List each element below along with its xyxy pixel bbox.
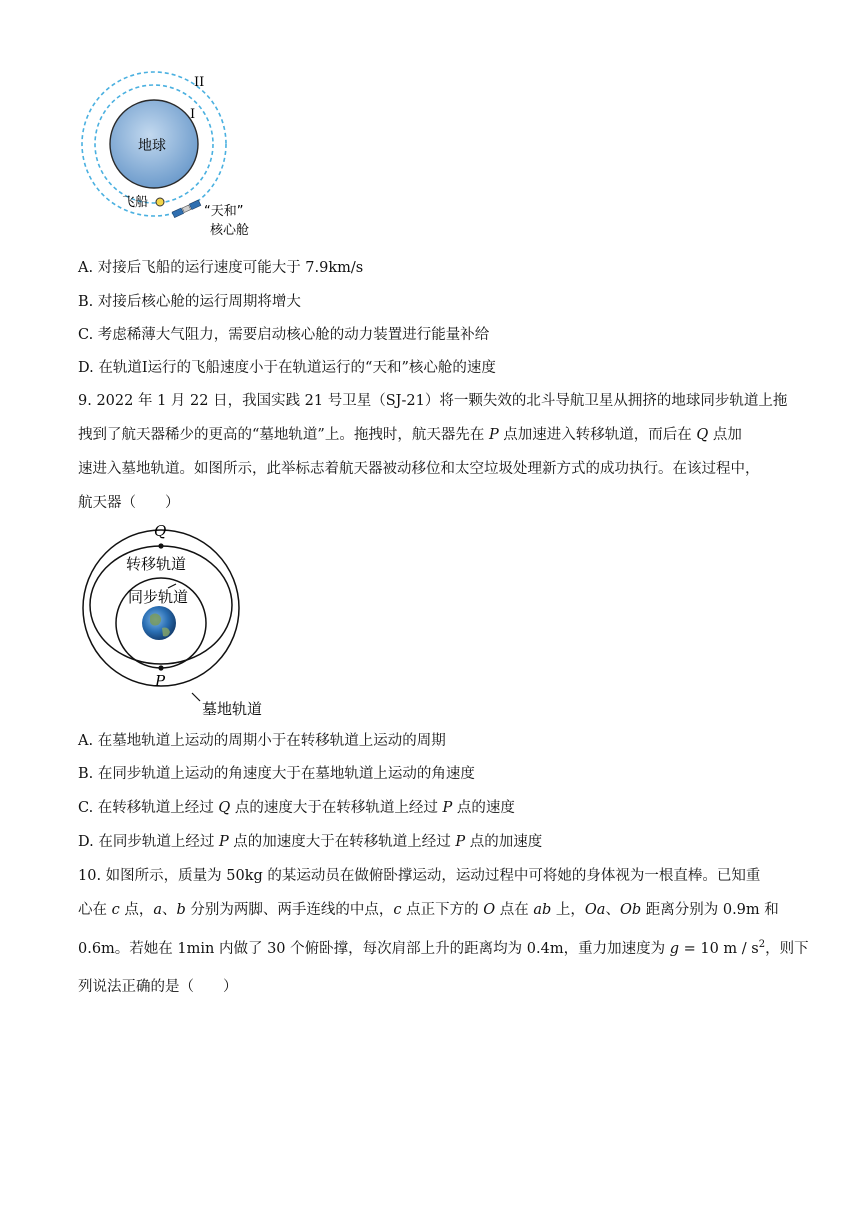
station-label-line2: 核心舱 — [210, 223, 250, 238]
label-q: Q — [154, 522, 167, 540]
orbit-figure-1 — [76, 68, 276, 248]
q9-stem-line2: 拽到了航天器稀少的更高的“墓地轨道”上。拖拽时，航天器先在 P 点加速进入转移轨道，而后在 Q 点加 — [78, 427, 742, 443]
q10-stem-line1: 10. 如图所示，质量为 50kg 的某运动员在做俯卧撑运动，运动过程中可将她的身体视为一根直棒。已知重 — [78, 868, 761, 884]
q9-option-a: A. 在墓地轨道上运动的周期小于在转移轨道上运动的周期 — [78, 733, 446, 749]
q10-stem-line4: 列说法正确的是（ ） — [78, 979, 238, 995]
q9-option-d: D. 在同步轨道上经过 P 点的加速度大于在转移轨道上经过 P 点的加速度 — [78, 834, 543, 850]
orbit-figure-2 — [76, 516, 286, 724]
orbit-i-label: I — [190, 107, 196, 122]
q10-stem-line2: 心在 c 点，a、b 分别为两脚、两手连线的中点，c 点正下方的 O 点在 ab 上，Oa、Ob 距离分别为 0.9m 和 — [78, 902, 779, 918]
label-transfer-orbit: 转移轨道 — [126, 555, 187, 573]
point-q — [158, 543, 163, 548]
ship-label: 飞船 — [122, 195, 149, 210]
q8-option-a: A. 对接后飞船的运行速度可能大于 7.9km/s — [78, 260, 364, 276]
orbit-ii-label: II — [194, 75, 205, 90]
label-grave-orbit: 墓地轨道 — [202, 700, 263, 718]
q9-stem-line3: 速进入墓地轨道。如图所示，此举标志着航天器被动移位和太空垃圾处理新方式的成功执行。在该过程中， — [78, 461, 760, 477]
q9-stem-line1: 9. 2022 年 1 月 22 日，我国实践 21 号卫星（SJ-21）将一颗失效的北斗导航卫星从拥挤的地球同步轨道上拖 — [78, 393, 788, 409]
label-sync-orbit: 同步轨道 — [128, 588, 189, 606]
ship-dot — [156, 198, 164, 206]
label-p: P — [155, 672, 166, 690]
station-icon — [172, 200, 201, 218]
q10-stem-line3: 0.6m。若她在 1min 内做了 30 个俯卧撑，每次肩部上升的距离均为 0.4m，重力加速度为 g = 10 m / $s^2$，则下 — [78, 939, 809, 957]
q8-option-d: D. 在轨道I运行的飞船速度小于在轨道运行的“天和”核心舱的速度 — [78, 360, 496, 376]
q9-option-c: C. 在转移轨道上经过 Q 点的速度大于在转移轨道上经过 P 点的速度 — [78, 800, 515, 816]
q8-option-c: C. 考虑稀薄大气阻力，需要启动核心舱的动力装置进行能量补给 — [78, 327, 490, 343]
earth-label: 地球 — [138, 138, 166, 154]
q8-option-b: B. 对接后核心舱的运行周期将增大 — [78, 294, 301, 310]
station-label-line1: “天和” — [204, 204, 244, 219]
q9-stem-line4: 航天器（ ） — [78, 495, 180, 511]
point-p — [158, 665, 163, 670]
q9-option-b: B. 在同步轨道上运动的角速度大于在墓地轨道上运动的角速度 — [78, 766, 475, 782]
